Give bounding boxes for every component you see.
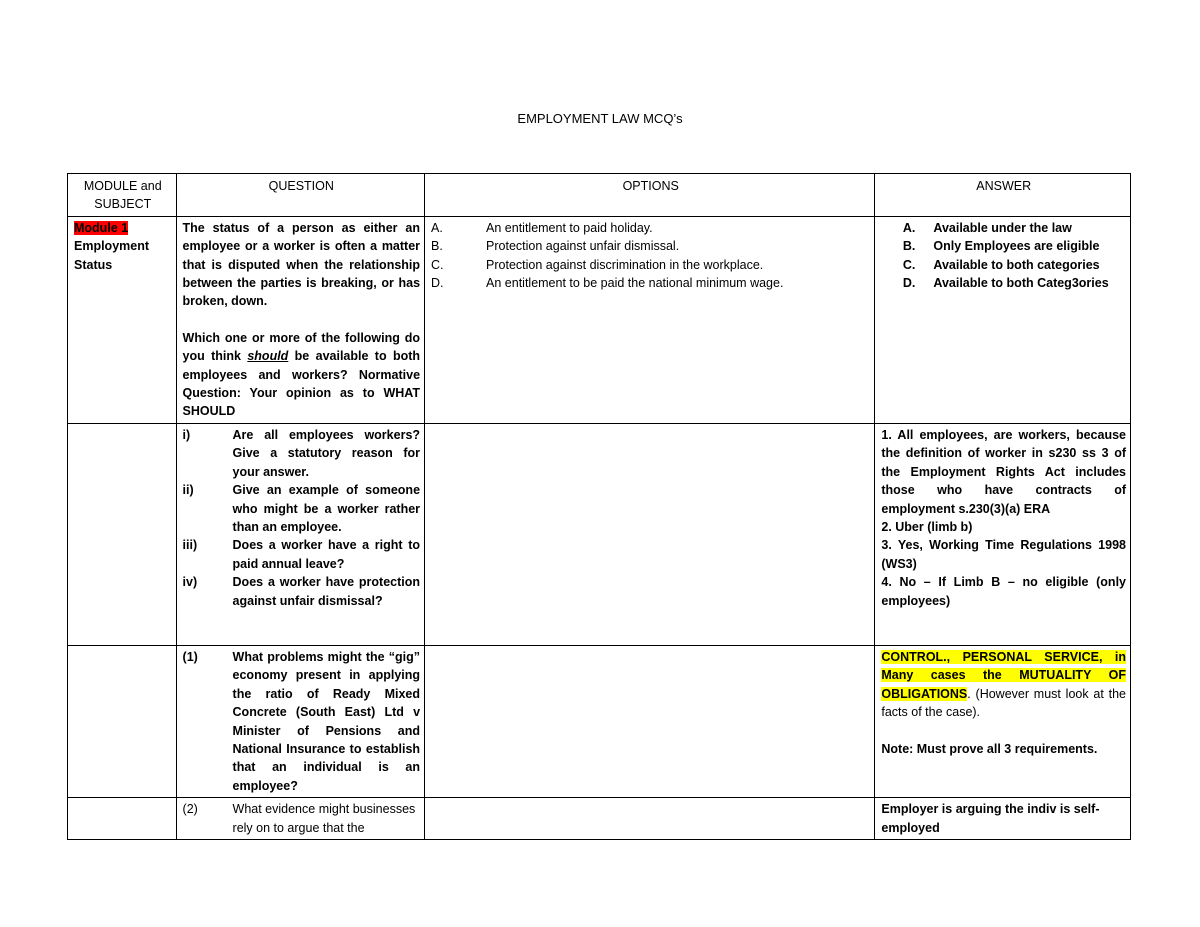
module-label: Module 1	[74, 220, 129, 235]
options-cell	[425, 216, 875, 423]
answer-cell: Employer is arguing the indiv is self-employed	[875, 798, 1131, 840]
module-cell	[68, 798, 177, 840]
option-item: B. Protection against unfair dismissal.	[431, 239, 680, 254]
answer-cell: 1. All employees, are workers, because the definition of worker in s230 ss 3 of the Employment Rights Act includes those who have contracts of employment s.230(3)(a) ERA 2. Uber (limb b) 3. Yes, Working Time Regulations 1998 (WS3) 4. No – If Limb B – no eligible (only employees)	[875, 423, 1131, 645]
question-cell: (2) What evidence might businesses rely on to argue that the	[176, 798, 425, 840]
header-module: MODULE and SUBJECT	[68, 174, 177, 217]
module-cell: Module 1 Employment Status	[68, 216, 177, 423]
option-item: D. An entitlement to be paid the national minimum wage.	[431, 276, 784, 291]
document-title: EMPLOYMENT LAW MCQ’s	[517, 111, 683, 126]
answer-cell: CONTROL., PERSONAL SERVICE, in Many cases the MUTUALITY OF OBLIGATIONS. (However must look at the facts of the case). Note: Must prove all 3 requirements.	[875, 645, 1131, 797]
table-row	[68, 798, 1131, 840]
answer-item: B. Only Employees are eligible	[902, 239, 1100, 254]
table-row	[68, 423, 1131, 645]
option-item: C. Protection against discrimination in the workplace.	[431, 257, 764, 272]
answer-item: C. Available to both categories	[902, 257, 1100, 272]
sub-question: i) Are all employees workers? Give a statutory reason for your answer.	[182, 427, 421, 479]
options-cell	[425, 645, 875, 797]
module-cell	[68, 423, 177, 645]
option-item: A. An entitlement to paid holiday.	[431, 220, 653, 235]
mcq-table	[67, 173, 1131, 840]
answer-item: A. Available under the law	[902, 220, 1072, 235]
options-cell	[425, 423, 875, 645]
table-header-row	[68, 174, 1131, 217]
sub-question: ii) Give an example of someone who might be a worker rather than an employee.	[182, 483, 421, 534]
header-options: OPTIONS	[425, 174, 875, 217]
question-cell: (1) What problems might the “gig” economy present in applying the ratio of Ready Mixed Concrete (South East) Ltd v Minister of Pensions and National Insurance to establish that an individual is an employee?	[176, 645, 425, 797]
answer-cell	[875, 216, 1131, 423]
question-cell	[176, 423, 425, 645]
header-question: QUESTION	[176, 174, 425, 217]
sub-question: iii) Does a worker have a right to paid annual leave?	[182, 538, 421, 571]
header-answer: ANSWER	[875, 174, 1131, 217]
question-cell: The status of a person as either an employee or a worker is often a matter that is disputed when the relationship between the parties is breaking, or has broken, down. Which one or more of the following do you think should be available to both employees and workers? Normative Question: Your opinion as to WHAT SHOULD	[176, 216, 425, 423]
options-cell	[425, 798, 875, 840]
table-row	[68, 216, 1131, 423]
module-cell	[68, 645, 177, 797]
highlighted-answer: CONTROL., PERSONAL SERVICE, in Many cases the MUTUALITY OF OBLIGATIONS	[881, 649, 1126, 701]
table-row	[68, 645, 1131, 797]
answer-item: D. Available to both Categ3ories	[902, 276, 1109, 291]
sub-question: iv) Does a worker have protection against unfair dismissal?	[182, 575, 421, 608]
